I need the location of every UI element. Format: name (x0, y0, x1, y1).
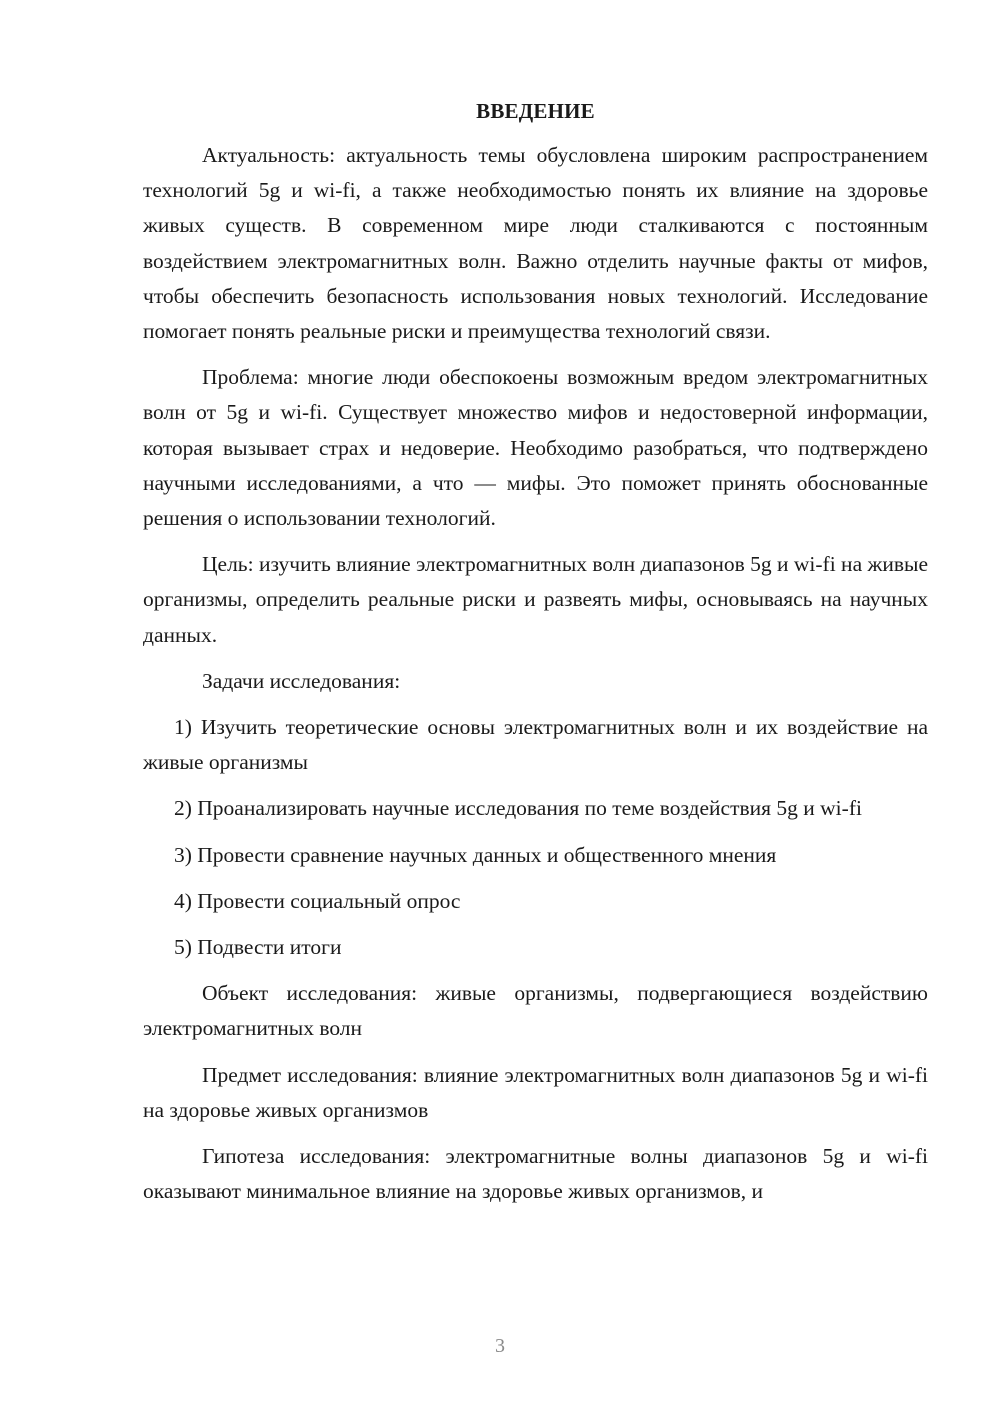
task-item: 4) Провести социальный опрос (174, 888, 461, 913)
page-number: 3 (495, 1335, 505, 1357)
paragraph-relevance: Актуальность: актуальность темы обусловлена широким распространением технологий 5g и wi-fi, а также необходимостью понять их влияние на здоровье живых существ. В современном мире люди сталкиваются с постоянным воздействием электромагнитных волн. Важно отделить научные факты от мифов, чтобы обеспечить безопасность использования новых технологий. Исследование помогает понять реальные риски и преимущества технологий связи. (143, 143, 928, 344)
task-item: 3) Провести сравнение научных данных и общественного мнения (174, 842, 777, 867)
task-item: 2) Проанализировать научные исследования по теме воздействия 5g и wi-fi (174, 796, 862, 821)
section-heading: ВВЕДЕНИЕ (476, 99, 595, 123)
paragraph-tasks-heading: Задачи исследования: (202, 668, 401, 693)
task-item: 1) Изучить теоретические основы электромагнитных волн и их воздействие на живые организмы (143, 715, 928, 775)
paragraph-subject: Предмет исследования: влияние электромагнитных волн диапазонов 5g и wi-fi на здоровье живых организмов (143, 1062, 928, 1122)
document-page (143, 96, 928, 1220)
paragraph-object: Объект исследования: живые организмы, подвергающиеся воздействию электромагнитных волн (143, 981, 928, 1041)
task-item: 5) Подвести итоги (174, 935, 342, 960)
paragraph-goal: Цель: изучить влияние электромагнитных волн диапазонов 5g и wi-fi на живые организмы, определить реальные риски и развеять мифы, основываясь на научных данных. (143, 552, 928, 647)
paragraph-hypothesis: Гипотеза исследования: электромагнитные волны диапазонов 5g и wi-fi оказывают минимальное влияние на здоровье живых организмов, и (143, 1144, 928, 1204)
paragraph-problem: Проблема: многие люди обеспокоены возможным вредом электромагнитных волн от 5g и wi-fi. Существует множество мифов и недостоверной информации, которая вызывает страх и недоверие. Необходимо разобраться, что подтверждено научными исследованиями, а что — мифы. Это поможет принять обоснованные решения о использовании технологий. (143, 365, 928, 531)
